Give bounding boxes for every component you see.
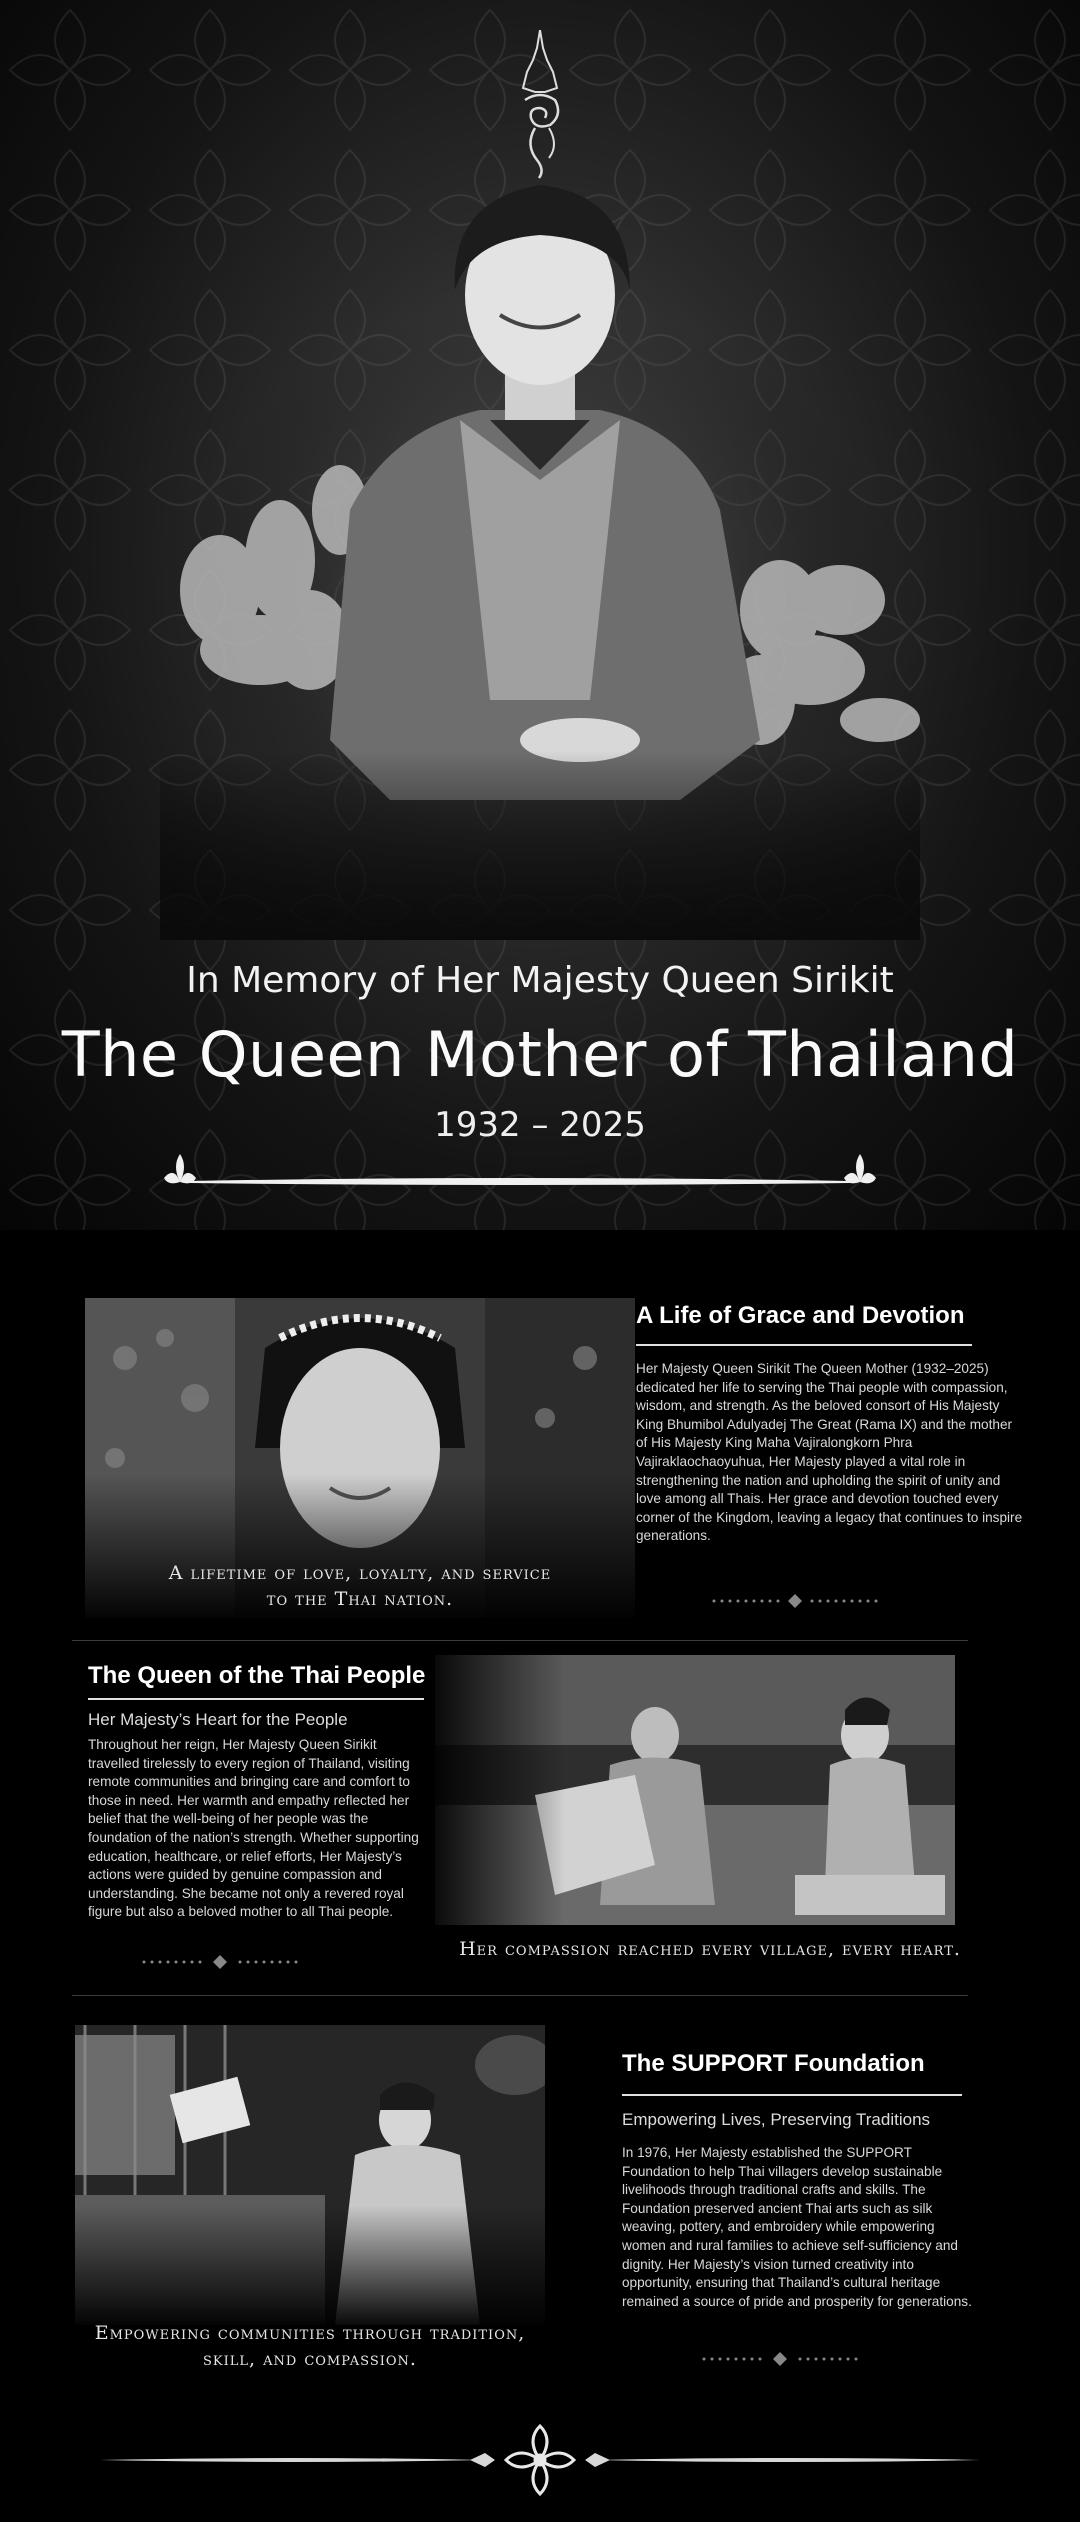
section3-subheading: Empowering Lives, Preserving Traditions xyxy=(622,2110,931,2129)
memorial-hero xyxy=(0,0,1080,1230)
support-foundation-photo xyxy=(75,2025,545,2325)
footer-ornament xyxy=(90,2420,990,2500)
memorial-years: 1932 – 2025 xyxy=(434,1105,646,1145)
king-and-queen-photo xyxy=(435,1655,955,1925)
memorial-subtitle: In Memory of Her Majesty Queen Sirikit xyxy=(186,960,894,1001)
memorial-title: The Queen Mother of Thailand xyxy=(61,1018,1019,1091)
hero-divider xyxy=(160,1152,880,1192)
section3-caption: Empowering communities through tradition, skill, and compassion. xyxy=(94,2322,526,2370)
queen-portrait xyxy=(160,180,920,940)
section1-heading: A Life of Grace and Devotion xyxy=(636,1302,965,1329)
lotus-ornament-icon xyxy=(844,1154,876,1183)
flower-ornament-icon xyxy=(700,2352,860,2366)
flower-ornament-icon xyxy=(506,2426,574,2494)
section2-subheading: Her Majesty’s Heart for the People xyxy=(88,1710,348,1729)
lotus-ornament-icon xyxy=(164,1154,196,1183)
section2-heading: The Queen of the Thai People xyxy=(88,1662,426,1689)
section2-caption: Her compassion reached every village, every heart. xyxy=(459,1938,961,1960)
section1-heading-rule xyxy=(636,1344,972,1346)
flower-ornament-icon xyxy=(140,1955,300,1969)
section2-heading-rule xyxy=(88,1698,424,1700)
flower-ornament-icon xyxy=(710,1594,880,1608)
section-queen-of-people xyxy=(0,1650,1080,1990)
section3-heading-rule xyxy=(622,2094,962,2096)
section3-heading: The SUPPORT Foundation xyxy=(622,2050,925,2077)
section-divider xyxy=(72,1995,968,1996)
section2-body: Throughout her reign, Her Majesty Queen Sirikit travelled tirelessly to every region of Thailand, visiting remote communities and bringing care and comfort to those in need. Her warmth and empathy reflected her belief that the well-being of her people was the foundation of the nation’s strength. Whether supporting education, healthcare, or relief efforts, Her Majesty’s actions were guided by genuine compassion and understanding. She became not only a revered royal figure but also a beloved mother to all Thai people. xyxy=(88,1737,419,1920)
section3-body: In 1976, Her Majesty established the SUPPORT Foundation to help Thai villagers develop sustainable livelihoods through traditional crafts and skills. The Foundation preserved ancient Thai arts such as silk weaving, pottery, and embroidery while empowering women and rural families to achieve self-sufficiency and dignity. Her Majesty’s vision turned creativity into opportunity, ensuring that Thailand’s cultural heritage remained a source of pride and prosperity for generations. xyxy=(622,2145,972,2309)
section-life-of-grace xyxy=(0,1290,1080,1630)
royal-emblem-icon xyxy=(505,30,575,180)
section1-caption: A lifetime of love, loyalty, and service to the Thai nation. xyxy=(168,1562,552,1610)
section1-body: Her Majesty Queen Sirikit The Queen Mother (1932–2025) dedicated her life to serving the Thai people with compassion, wisdom, and strength. As the beloved consort of His Majesty King Bhumibol Adulyadej The Great (Rama IX) and the mother of His Majesty King Maha Vajiralongkorn Phra Vajiraklaochaoyuhua, Her Majesty played a vital role in strengthening the nation and upholding the spirit of unity and love among all Thais. Her grace and devotion touched every corner of the Kingdom, leaving a legacy that continues to inspire generations. xyxy=(636,1361,1023,1544)
section-divider xyxy=(72,1640,968,1641)
section-support-foundation xyxy=(0,2010,1080,2410)
